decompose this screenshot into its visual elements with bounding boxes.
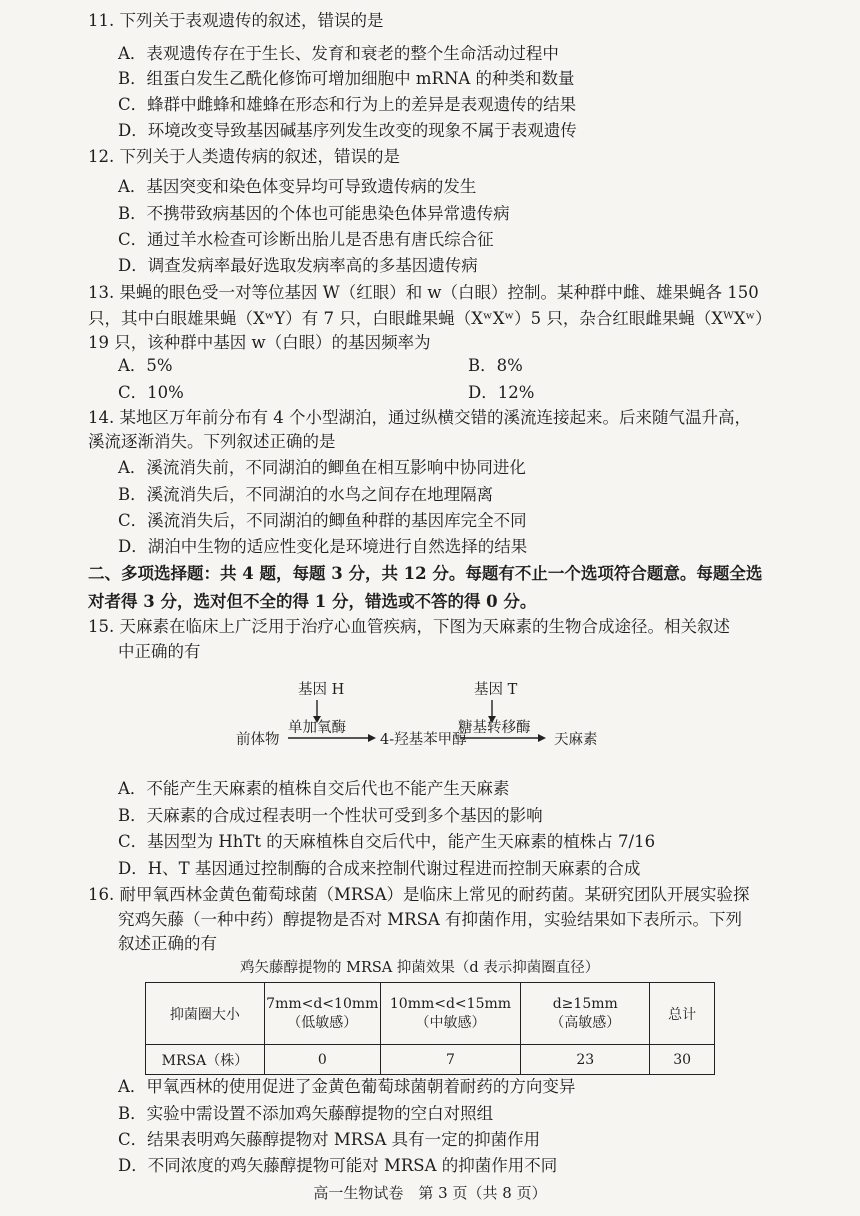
biosynthesis-pathway-diagram: [230, 676, 650, 786]
page-footer: 高一生物试卷 第 3 页（共 8 页）: [313, 1184, 547, 1202]
q16-option-c: C．结果表明鸡矢藤醇提物对 MRSA 具有一定的抑菌作用: [118, 1130, 541, 1149]
table-cell: 7: [380, 1045, 520, 1075]
q14-option-a: A．溪流消失前，不同湖泊的鲫鱼在相互影响中协同进化: [118, 458, 526, 477]
q11-option-d: D．环境改变导致基因碱基序列发生改变的现象不属于表观遗传: [118, 121, 577, 140]
q12-option-a: A．基因突变和染色体变异均可导致遗传病的发生: [118, 177, 477, 196]
precursor-label: 前体物: [236, 732, 280, 748]
intermediate-label: 4-羟基苯甲醇: [380, 732, 467, 748]
product-label: 天麻素: [554, 732, 598, 748]
q12-option-b: B．不携带致病基因的个体也可能患染色体异常遗传病: [118, 204, 510, 223]
q13-option-c: C．10%: [118, 383, 184, 402]
gene-t-label: 基因 T: [474, 682, 518, 698]
table-header-row: [146, 983, 715, 1045]
enzyme-monooxygenase-label: 单加氧酶: [288, 720, 346, 736]
q15-option-b: B．天麻素的合成过程表明一个性状可受到多个基因的影响: [118, 806, 543, 825]
enzyme-glycosyltransferase-label: 糖基转移酶: [458, 720, 531, 736]
table-header-cell: 总计: [650, 983, 715, 1045]
q12-option-d: D．调查发病率最好选取发病率高的多基因遗传病: [118, 256, 478, 275]
q13-option-d: D．12%: [468, 383, 535, 402]
table-header-cell: 7mm<d<10mm （低敏感）: [264, 983, 380, 1045]
section2-heading: 二、多项选择题：共 4 题，每题 3 分，共 12 分。每题有不止一个选项符合题意。每题全选: [88, 564, 763, 583]
q16-option-b: B．实验中需设置不添加鸡矢藤醇提物的空白对照组: [118, 1104, 494, 1123]
q15-line2: 中正确的有: [118, 642, 201, 661]
q16-option-a: A．甲氧西林的使用促进了金黄色葡萄球菌朝着耐药的方向变异: [118, 1077, 576, 1096]
table-caption: 鸡矢藤醇提物的 MRSA 抑菌效果（d 表示抑菌圈直径）: [240, 960, 600, 976]
q15-option-c: C．基因型为 HhTt 的天麻植株自交后代中，能产生天麻素的植株占 7/16: [118, 832, 656, 851]
table-cell: 0: [264, 1045, 380, 1075]
table-header-cell: d≥15mm （高敏感）: [521, 983, 650, 1045]
table-cell: MRSA（株）: [146, 1045, 265, 1075]
table-cell: 30: [650, 1045, 715, 1075]
q11-option-a: A．表观遗传存在于生长、发育和衰老的整个生命活动过程中: [118, 44, 559, 63]
q13-line1: 13. 果蝇的眼色受一对等位基因 W（红眼）和 w（白眼）控制。某种群中雌、雄果蝇各 150: [88, 283, 759, 302]
q14-option-b: B．溪流消失后，不同湖泊的水鸟之间存在地理隔离: [118, 485, 494, 504]
section2-heading-cont: 对者得 3 分，选对但不全的得 1 分，错选或不答的得 0 分。: [88, 592, 537, 611]
q15-line1: 15. 天麻素在临床上广泛用于治疗心血管疾病，下图为天麻素的生物合成途径。相关叙述: [88, 617, 730, 636]
q13-option-a: A．5%: [118, 356, 173, 375]
q13-line3: 19 只，该种群中基因 w（白眼）的基因频率为: [88, 333, 431, 352]
q12-option-c: C．通过羊水检查可诊断出胎儿是否患有唐氏综合征: [118, 230, 494, 249]
table-cell: 23: [521, 1045, 650, 1075]
table-header-cell: 抑菌圈大小: [146, 983, 265, 1045]
gene-h-label: 基因 H: [298, 682, 345, 698]
q14-option-c: C．溪流消失后，不同湖泊的鲫鱼种群的基因库完全不同: [118, 511, 527, 530]
q12-stem: 12. 下列关于人类遗传病的叙述，错误的是: [88, 147, 400, 166]
q15-option-a: A．不能产生天麻素的植株自交后代也不能产生天麻素: [118, 779, 510, 798]
table-header-cell: 10mm<d<15mm （中敏感）: [380, 983, 520, 1045]
q15-option-d: D．H、T 基因通过控制酶的合成来控制代谢过程进而控制天麻素的合成: [118, 859, 641, 878]
q14-line2: 溪流逐渐消失。下列叙述正确的是: [88, 432, 336, 451]
q16-option-d: D．不同浓度的鸡矢藤醇提物可能对 MRSA 的抑菌作用不同: [118, 1156, 558, 1175]
q13-option-b: B．8%: [468, 356, 523, 375]
q16-line1: 16. 耐甲氧西林金黄色葡萄球菌（MRSA）是临床上常见的耐药菌。某研究团队开展实验探: [88, 885, 750, 904]
table-row: [146, 1045, 715, 1075]
q14-line1: 14. 某地区万年前分布有 4 个小型湖泊，通过纵横交错的溪流连接起来。后来随气温升高，: [88, 408, 751, 427]
q16-line2: 究鸡矢藤（一种中药）醇提物是否对 MRSA 有抑菌作用，实验结果如下表所示。下列: [118, 910, 743, 929]
q13-line2: 只，其中白眼雄果蝇（XʷY）有 7 只，白眼雌果蝇（XʷXʷ）5 只，杂合红眼雌果蝇（XᵂXʷ）: [88, 309, 772, 328]
q14-option-d: D．湖泊中生物的适应性变化是环境进行自然选择的结果: [118, 537, 528, 556]
inhibition-results-table: [145, 982, 715, 1075]
q11-option-b: B．组蛋白发生乙酰化修饰可增加细胞中 mRNA 的种类和数量: [118, 69, 575, 88]
q16-line3: 叙述正确的有: [118, 934, 217, 953]
q11-option-c: C．蜂群中雌蜂和雄蜂在形态和行为上的差异是表观遗传的结果: [118, 95, 577, 114]
q11-stem: 11. 下列关于表观遗传的叙述，错误的是: [88, 11, 384, 30]
